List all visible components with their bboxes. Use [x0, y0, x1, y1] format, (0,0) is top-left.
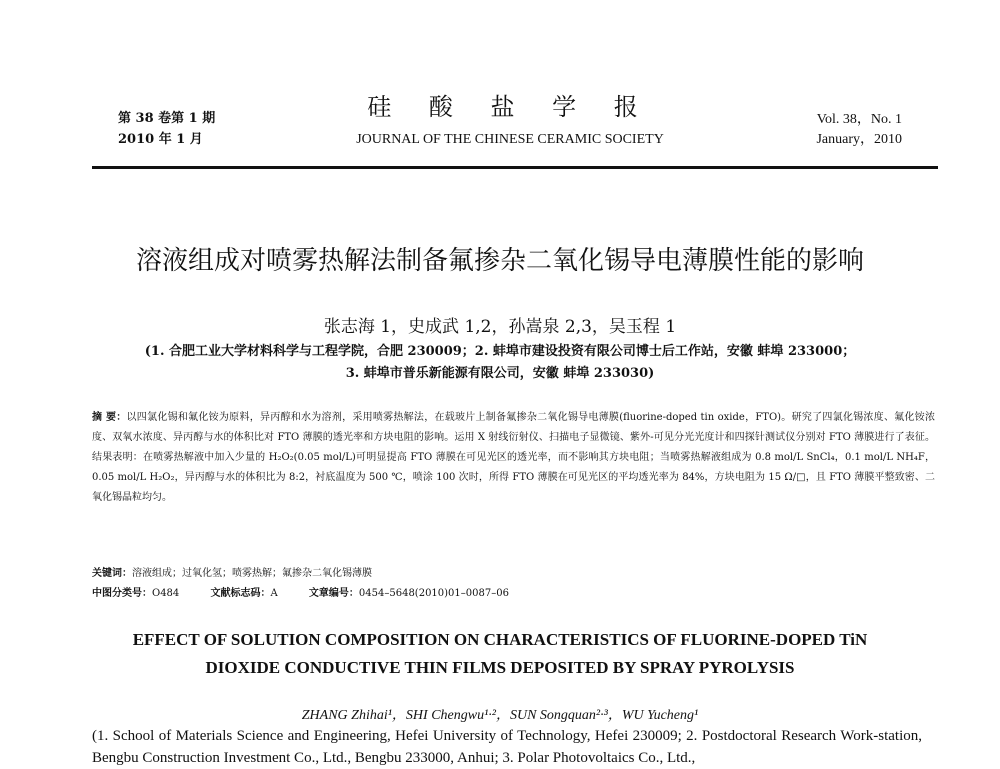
- journal-title-cn: 硅 酸 盐 学 报: [367, 93, 653, 121]
- article-title-cn: 溶液组成对喷雾热解法制备氟掺杂二氧化锡导电薄膜性能的影响: [135, 246, 864, 276]
- issue-date-cn: 2010 年 1 月: [118, 132, 203, 147]
- article-number-label: 文章编号：: [308, 588, 359, 599]
- affiliations-cn: [60, 341, 940, 385]
- doc-code-label: 文献标志码：: [210, 588, 271, 599]
- affiliations-cn-line: (1. 合肥工业大学材料科学与工程学院，合肥 230009；2. 蚌埠市建设投资有限公司博士后工作站，安徽 蚌埠 233000；: [144, 344, 856, 359]
- article-title-en-line: EFFECT OF SOLUTION COMPOSITION ON CHARACTERISTICS OF FLUORINE-DOPED TiN: [132, 630, 868, 649]
- journal-title-en: JOURNAL OF THE CHINESE CERAMIC SOCIETY: [356, 132, 664, 147]
- volume-issue-en: Vol. 38，No. 1: [816, 112, 902, 127]
- keywords-label: 关键词：: [92, 568, 132, 579]
- affiliations-cn-line: 3. 蚌埠市普乐新能源有限公司，安徽 蚌埠 233030): [345, 366, 655, 381]
- header-rule: [92, 166, 938, 169]
- volume-issue-cn: 第 38 卷第 1 期: [118, 111, 216, 126]
- classification-line: [92, 584, 935, 604]
- article-title-en: [60, 626, 940, 682]
- keywords-line: [92, 564, 935, 584]
- doc-code-value: A: [270, 588, 278, 599]
- abstract-cn: [92, 408, 935, 508]
- journal-title-block: [118, 92, 902, 148]
- authors-en: ZHANG Zhihai¹，SHI Chengwu¹·²，SUN Songquan²·³，WU Yucheng¹: [301, 708, 699, 723]
- authors-cn: 张志海 1，史成武 1,2，孙嵩泉 2,3，吴玉程 1: [323, 317, 677, 337]
- journal-header: [118, 92, 902, 158]
- abstract-text: 以四氯化锡和氟化铵为原料，异丙醇和水为溶剂，采用喷雾热解法，在载玻片上制备氟掺杂二氧化锡导电薄膜(fluorine-doped tin oxide，FTO)。研究了四氯化锡浓度、氟化铵浓度、双氧水浓度、异丙醇与水的体积比对 FTO 薄膜的透光率和方块电阻的影响。运用 X 射线衍射仪、扫描电子显微镜、紫外-可见分光光度计和四探针测试仪分别对 FTO 薄膜进行了表征。结果表明：在喷雾热解液中加入少量的 H₂O₂(0.05 mol/L)可明显提高 FTO 薄膜在可见光区的透光率，而不影响其方块电阻；当喷雾热解液组成为 0.8 mol/L SnCl₄，0.1 mol/L NH₄F，0.05 mol/L H₂O₂，异丙醇与水的体积比为 8:2，衬底温度为 500 ℃，喷涂 100 次时，所得 FTO 薄膜在可见光区的平均透光率为 84%，方块电阻为 15 Ω/□，且 FTO 薄膜平整致密、二氧化锡晶粒均匀。: [92, 412, 936, 503]
- keywords-block: [92, 564, 935, 604]
- clc-label: 中图分类号：: [92, 588, 152, 599]
- clc-value: O484: [152, 588, 180, 599]
- article-title-en-line: DIOXIDE CONDUCTIVE THIN FILMS DEPOSITED BY SPRAY PYROLYSIS: [205, 658, 795, 677]
- article-number-value: 0454–5648(2010)01–0087–06: [358, 588, 509, 599]
- issue-info-en: [816, 110, 902, 150]
- affiliations-en: (1. School of Materials Science and Engineering, Hefei University of Technology, Hefei 230009; 2. Postdoctoral Research Work-station, Bengbu Construction Investment Co., Ltd., Bengbu 233000, Anhui; 3. Polar Photovoltaics Co., Ltd.,: [92, 728, 922, 766]
- abstract-label: 摘 要：: [92, 412, 127, 423]
- issue-date-en: January，2010: [816, 132, 902, 147]
- keywords-text: 溶液组成；过氧化氢；喷雾热解；氟掺杂二氧化锡薄膜: [132, 568, 372, 579]
